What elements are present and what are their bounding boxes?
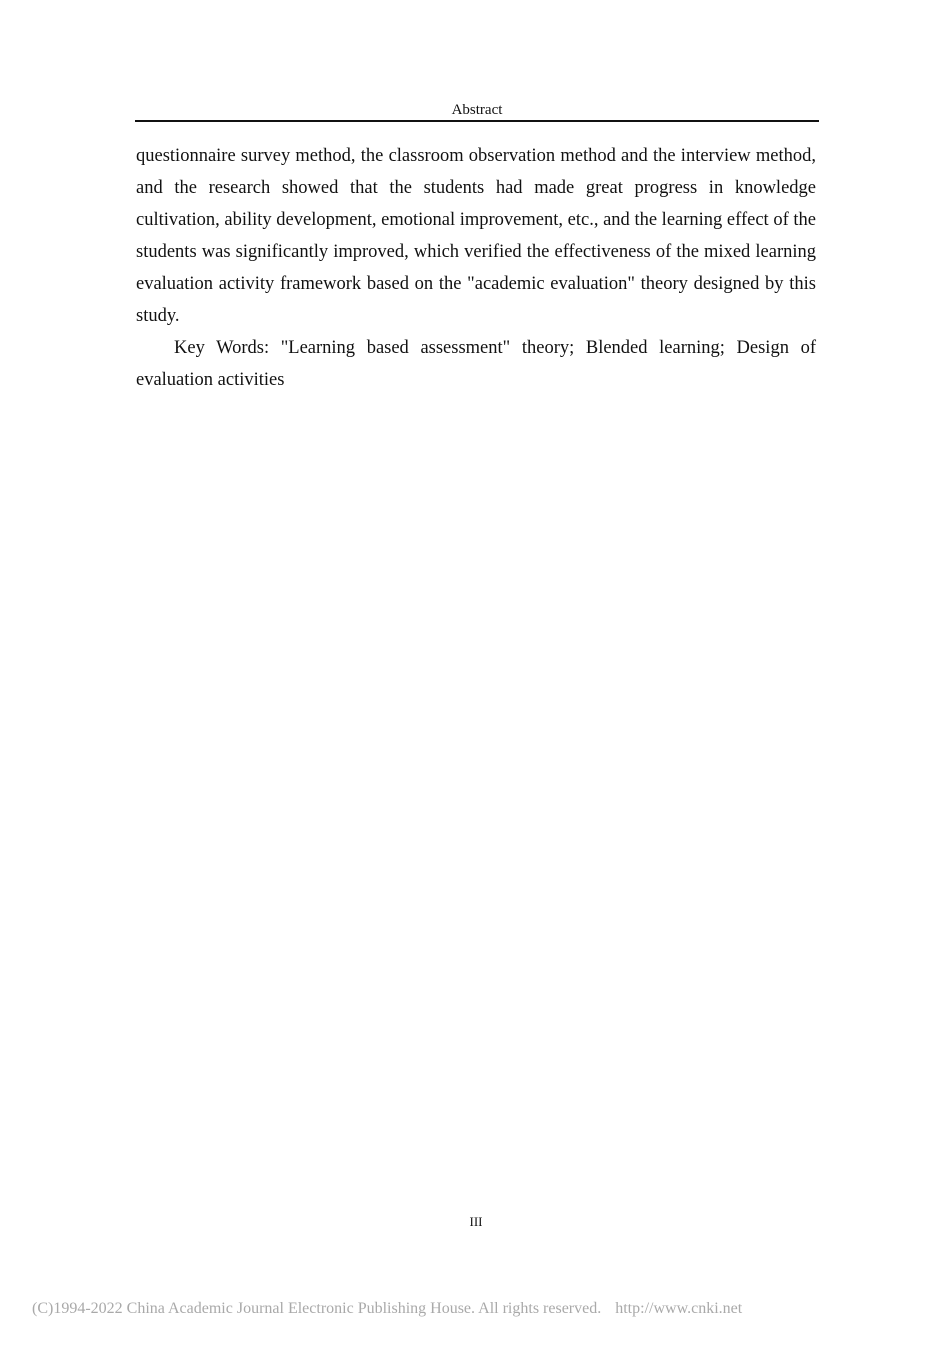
- keywords-paragraph: Key Words: "Learning based assessment" theory; Blended learning; Design of evaluation activities: [136, 338, 816, 390]
- copyright-watermark: [32, 1298, 932, 1320]
- page-number: III: [469, 1214, 483, 1229]
- copyright-text: (C)1994-2022 China Academic Journal Electronic Publishing House. All rights reserved.: [32, 1300, 602, 1317]
- running-head-title: Abstract: [451, 102, 503, 118]
- abstract-paragraph: questionnaire survey method, the classroom observation method and the interview method, and the research showed that the students had made great progress in knowledge cultivation, ability development, emotional improvement, etc., and the learning effect of the students was significantly improved, which verified the effectiveness of the mixed learning evaluation activity framework based on the "academic evaluation" theory designed by this study.: [136, 146, 816, 326]
- header-rule: [135, 120, 819, 122]
- abstract-body: [136, 140, 816, 396]
- cnki-url: http://www.cnki.net: [615, 1300, 743, 1317]
